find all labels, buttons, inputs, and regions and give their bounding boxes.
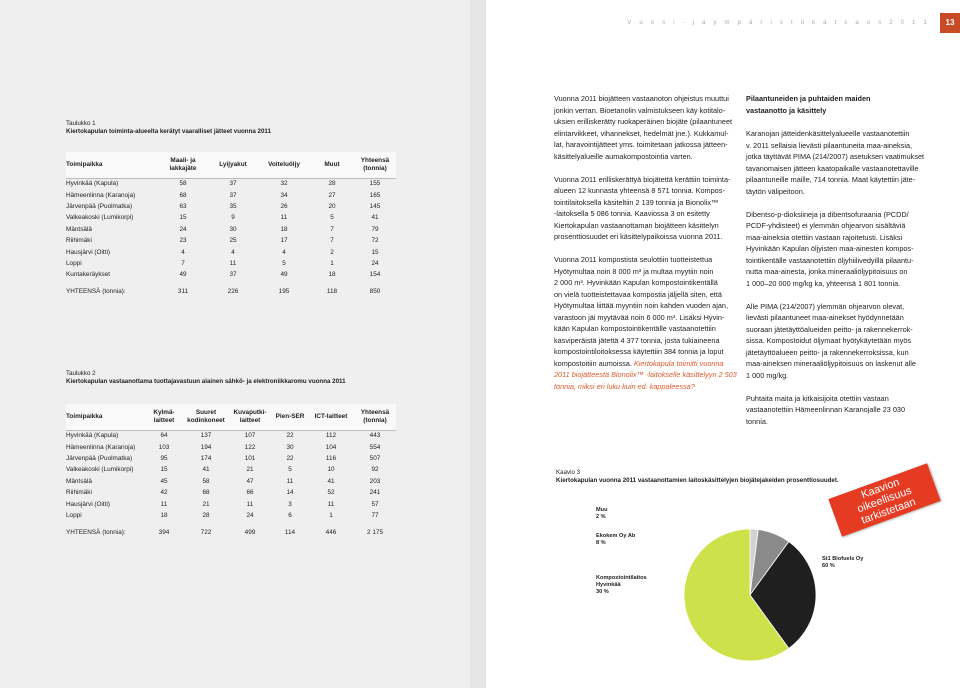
table-cell: 15 xyxy=(371,248,379,256)
table-cell: 165 xyxy=(369,191,381,199)
table-cell: 1 xyxy=(330,259,334,267)
table-cell: 24 xyxy=(246,511,254,519)
table-cell: 27 xyxy=(328,191,336,199)
table-cell: 4 xyxy=(181,248,185,256)
table-cell: 101 xyxy=(244,454,256,462)
total-cell: 446 xyxy=(325,528,337,536)
table-cell: 22 xyxy=(272,430,308,441)
col1-paragraph-1: Vuonna 2011 biojätteen vastaanoton ohjeistus muuttui jonkin verran. Bioetanolin valmistukseen käy kotitalo- uksien erilliskerätty ruokaperäinen biojäte (pilaantuneet elintarvikkeet, vihannekset, hedelmät jne.). Kukkamul- lat, haravointijätteet yms. toimitetaan jatkossa jätteen- käsittelyalueille aumakompostointia varten. xyxy=(554,94,733,161)
table-cell: 32 xyxy=(258,178,310,189)
table-cell: 49 xyxy=(179,271,187,279)
col1-paragraph-2: Vuonna 2011 erilliskerättyä biojätettä kerättiin toiminta- alueen 12 kunnasta yhteensä 8 571 tonnia. Kompos- tointilaitoksella käsiteltiin 2 139 tonnia ja Bionolix™ -laitoksella 5 086 tonnia. Kaaviossa 3 on esitetty Kiertokapulan vastaanottaman biojätteen käsittelyn prosenttiosuudet eri käsittelypaikoissa vuonna 2011. xyxy=(554,174,731,241)
table-cell: 4 xyxy=(231,248,235,256)
table-cell: 554 xyxy=(369,443,381,451)
col1-paragraph-3-text: Vuonna 2011 kompostista seulottiin tuotteistettua Hyötymultaa noin 8 000 m³ ja multaa myytiin noin 2 000 m³. Hyvinkään Kapulan kompostointikentällä on vielä tuotteistettavaa kompostia jäljellä siten, että Hyötymultaa liittää myyntiin noin kahden vuoden ajan, varastoon jäi myytävää noin 6 000 m³. Lisäksi Hyvin- kään Kapulan kompostointikentälle vastaanotettiin kasviperäistä jätettä 4 377 tonnia, josta tukiaineena kompostointiloitoksessa käytettiin 384 tonnia ja loput kompostoitiin aumoissa. xyxy=(554,255,729,368)
table-cell: 41 xyxy=(371,214,379,222)
column-header: Maali- ja lakkajäte xyxy=(169,157,197,172)
table-cell: 5 xyxy=(330,214,334,222)
table-cell: Loppi xyxy=(66,259,82,267)
table-row xyxy=(66,269,396,280)
table-header-row xyxy=(66,152,396,178)
table-cell: 18 xyxy=(328,271,336,279)
table-cell: 41 xyxy=(327,477,335,485)
table-cell: 17 xyxy=(280,237,288,245)
table-row xyxy=(66,476,396,487)
table-cell: 28 xyxy=(310,178,354,189)
column-header: Pien-SER xyxy=(275,412,305,420)
column-header: Muut xyxy=(324,160,340,168)
table-cell: 11 xyxy=(286,477,294,485)
table-cell: 443 xyxy=(354,430,396,441)
table-row xyxy=(66,201,396,212)
table-cell: 20 xyxy=(328,202,336,210)
table-cell: 30 xyxy=(229,225,237,233)
table-row xyxy=(66,246,396,257)
table-row xyxy=(66,441,396,452)
table-cell: 11 xyxy=(246,500,254,508)
table-row xyxy=(66,178,396,189)
table-cell: 26 xyxy=(280,202,288,210)
table-cell: 5 xyxy=(288,466,292,474)
table-cell: 145 xyxy=(369,202,381,210)
table-cell: 37 xyxy=(229,191,237,199)
table-cell: 241 xyxy=(369,489,381,497)
table-cell: Hämeenlinna (Karanoja) xyxy=(66,443,136,451)
table-cell: 6 xyxy=(288,511,292,519)
total-cell: 118 xyxy=(326,288,338,296)
table-cell: Riihimäki xyxy=(66,489,92,497)
table-row xyxy=(66,224,396,235)
table-cell: Valkeakoski (Lumikorpi) xyxy=(66,214,134,222)
table-total-row xyxy=(66,281,396,303)
table-cell: 5 xyxy=(282,259,286,267)
table-cell: 1 xyxy=(329,511,333,519)
table-cell: 41 xyxy=(202,466,210,474)
table-cell: 64 xyxy=(144,430,184,441)
table-cell: 72 xyxy=(371,237,379,245)
table-cell: 2 xyxy=(330,248,334,256)
table-cell: 22 xyxy=(286,454,294,462)
table-cell: 11 xyxy=(280,214,288,222)
running-header: V u o s i - j a y m p ä r i s t ö k a t s a u s 2 0 1 1 xyxy=(627,20,930,26)
table-cell: 507 xyxy=(369,454,381,462)
column-header: Voiteluöljy xyxy=(268,160,300,168)
col2-paragraph-4: Puhtaita maita ja kitkaisijoita otettiin vastaan vastaanotettiin Hämeenlinnan Karanojalle 23 030 tonnia. xyxy=(746,393,906,426)
column-header: Yhteensä (tonnia) xyxy=(360,409,390,424)
table-cell: 24 xyxy=(179,225,187,233)
table-cell: 47 xyxy=(246,477,254,485)
page-number: 13 xyxy=(940,13,960,33)
table-cell: 77 xyxy=(371,511,379,519)
table-cell: 57 xyxy=(371,500,379,508)
total-cell: 311 xyxy=(177,288,189,296)
table-row xyxy=(66,453,396,464)
table-cell: Kuntakeräykset xyxy=(66,271,111,279)
table1 xyxy=(66,152,396,303)
column-header: Toimipaikka xyxy=(66,412,103,420)
table-row xyxy=(66,212,396,223)
total-cell: 850 xyxy=(369,288,381,296)
table-cell: 45 xyxy=(160,477,168,485)
table-cell: Hausjärvi (Oitti) xyxy=(66,248,111,256)
table-row xyxy=(66,498,396,509)
column-header: Kylmä- laitteet xyxy=(153,409,175,424)
total-cell: 114 xyxy=(284,528,296,536)
table-cell: 58 xyxy=(158,178,208,189)
table-cell: 63 xyxy=(179,202,187,210)
table-header-row xyxy=(66,404,396,430)
table-cell: 103 xyxy=(158,443,170,451)
table-cell: 112 xyxy=(308,430,354,441)
table-cell: 18 xyxy=(280,225,288,233)
table2-title: Kiertokapulan vastaanottama tuottajavastuun alainen sähkö- ja elektroniikkaromu vuonna 2011 xyxy=(66,378,346,385)
column-header: Lyijyakut xyxy=(219,160,247,168)
table-cell: 174 xyxy=(200,454,212,462)
table-cell: 15 xyxy=(160,466,168,474)
slice-label-muu: Muu 2 % xyxy=(596,507,608,520)
table-cell: 58 xyxy=(202,477,210,485)
table-cell: Valkeakoski (Lumikorpi) xyxy=(66,466,134,474)
table-cell: 11 xyxy=(229,259,237,267)
table-cell: 28 xyxy=(202,511,210,519)
table-cell: 11 xyxy=(160,500,168,508)
editor-note-highlight: Kiertokapula toimitti vuonna 2011 biojätteestä Bionolix™ -laitokselle käsittelyyn 2 503 tonnia, miksi eri luku kuin ed. kappaleessa? xyxy=(554,358,737,391)
chart-title: Kiertokapulan vuonna 2011 vastaanottamien laitoskäsittelyjen biojätejakeiden prosenttiosuudet. xyxy=(556,477,839,484)
left-page xyxy=(0,0,470,688)
table1-label: Taulukko 1 xyxy=(66,120,96,127)
table-row xyxy=(66,487,396,498)
total-cell: 394 xyxy=(158,528,170,536)
table-cell: Hyvinkää (Kapula) xyxy=(66,178,158,189)
table-cell: 7 xyxy=(330,225,334,233)
col2-paragraph-3: Alle PIMA (214/2007) ylemmän ohjearvon olevat, lievästi pilaantuneet maa-ainekset hyödynnetään suoraan jätetäyttöalueiden peitto- ja rakennekerrok- sissa. Kompostoidut öljymaat hyötykäytetään myös jätetäyttöalueen peitto- ja rakennekerroksissa, kun maa-aineksen mineraaliöljypitoisuus on laskenut alle 1 000 mg/kg. xyxy=(746,301,916,380)
table-cell: 21 xyxy=(246,466,254,474)
slice-label-kompostointi: Kompostointilaitos Hyvinkää 30 % xyxy=(596,575,647,595)
table-cell: 9 xyxy=(231,214,235,222)
table-total-row xyxy=(66,521,396,543)
table-cell: 154 xyxy=(369,271,381,279)
table-cell: Riihimäki xyxy=(66,237,92,245)
chart-label: Kaavio 3 xyxy=(556,469,581,476)
text-column-1 xyxy=(554,93,740,404)
table-cell: 95 xyxy=(160,454,168,462)
table-row xyxy=(66,510,396,521)
column-header: Toimipaikka xyxy=(66,160,103,168)
table2-caption xyxy=(66,370,346,386)
table-cell: 137 xyxy=(184,430,228,441)
column-header: Yhteensä (tonnia) xyxy=(360,157,390,172)
table-cell: Mäntsälä xyxy=(66,477,92,485)
table-cell: 68 xyxy=(179,191,187,199)
table-cell: 24 xyxy=(371,259,379,267)
table-cell: 4 xyxy=(282,248,286,256)
table-cell: 37 xyxy=(208,178,258,189)
table-cell: 116 xyxy=(325,454,337,462)
table-cell: 194 xyxy=(200,443,212,451)
table-cell: Järvenpää (Puolmatka) xyxy=(66,202,133,210)
table-cell: 35 xyxy=(229,202,237,210)
table-cell: Mäntsälä xyxy=(66,225,92,233)
column-header: Kuvaputki- laitteet xyxy=(233,409,267,424)
table-cell: 79 xyxy=(371,225,379,233)
table-cell: 11 xyxy=(327,500,335,508)
table-cell: 52 xyxy=(327,489,335,497)
table-cell: Järvenpää (Puolmatka) xyxy=(66,454,133,462)
table-cell: Hämeenlinna (Karanoja) xyxy=(66,191,136,199)
col2-paragraph-1: Karanojan jätteidenkäsittelyalueelle vastaanotettiin v. 2011 sellaisia lievästi pilaantuneita maa-aineksia, jotka täyttävät PIMA (214/2007) asetuksen vaatimukset tavanomaisen jätteen kaatopaikalle vastaanotettaville pilaantuneille maille, 714 tonnia. Maat käytettiin jäte- täytön välipeitoon. xyxy=(746,129,925,196)
table-cell: 7 xyxy=(330,237,334,245)
table-cell: 15 xyxy=(179,214,187,222)
total-cell: 499 xyxy=(244,528,256,536)
table2 xyxy=(66,404,396,543)
total-cell: YHTEENSÄ (tonnia): xyxy=(66,288,126,296)
table-cell: 49 xyxy=(280,271,288,279)
table-row xyxy=(66,235,396,246)
table-cell: Loppi xyxy=(66,511,82,519)
table-cell: 3 xyxy=(288,500,292,508)
table-cell: 30 xyxy=(286,443,294,451)
table-cell: 122 xyxy=(244,443,256,451)
total-cell: 226 xyxy=(227,288,239,296)
review-stamp: Kaavion oikeellisuus tarkistetaan xyxy=(828,463,940,536)
table-cell: 203 xyxy=(369,477,381,485)
table-row xyxy=(66,430,396,441)
table-cell: 66 xyxy=(246,489,254,497)
table-row xyxy=(66,189,396,200)
column-header: ICT-laitteet xyxy=(314,412,348,420)
slice-label-st1: St1 Biofuels Oy 60 % xyxy=(822,556,864,569)
col2-paragraph-2: Dibentso-p-dioksiineja ja dibentsofuraania (PCDD/ PCDF-yhdisteet) ei ylemmän ohjearvon sisältäviä maa-aineksia otettiin vastaan rajoitetusti. Lisäksi Hyvinkään Kapulan öljyisten maa-ainesten kompos- tointikentälle vastaanotettiin öljyhiilivedyillä pilaantu- nutta maa-ainesta, jonka mineraaliöljypitoisuus on 1 000–20 000 mg/kg ka, yhteensä 1 801 tonnia. xyxy=(746,209,914,288)
table-cell: 42 xyxy=(160,489,168,497)
table-cell: 25 xyxy=(229,237,237,245)
text-column-2 xyxy=(746,93,954,439)
table-cell: 18 xyxy=(160,511,168,519)
col1-paragraph-3 xyxy=(554,254,740,392)
table-cell: 155 xyxy=(354,178,396,189)
table-cell: 68 xyxy=(202,489,210,497)
total-cell: YHTEENSÄ (tonnia): xyxy=(66,528,126,536)
table-cell: 10 xyxy=(327,466,335,474)
table-cell: 23 xyxy=(179,237,187,245)
table1-caption xyxy=(66,120,271,136)
table2-label: Taulukko 2 xyxy=(66,370,96,377)
col2-heading: Pilaantuneiden ja puhtaiden maiden vastaanotto ja käsittely xyxy=(746,94,871,115)
table-cell: 37 xyxy=(229,271,237,279)
table-row xyxy=(66,464,396,475)
table1-title: Kiertokapulan toiminta-alueelta kerätyt vaaralliset jätteet vuonna 2011 xyxy=(66,128,271,135)
table-cell: 34 xyxy=(280,191,288,199)
table-cell: 21 xyxy=(202,500,210,508)
table-cell: 92 xyxy=(371,466,379,474)
column-header: Suuret kodinkoneet xyxy=(187,409,225,424)
total-cell: 195 xyxy=(278,288,290,296)
table-cell: Hyvinkää (Kapula) xyxy=(66,430,144,441)
table-cell: 14 xyxy=(286,489,294,497)
total-cell: 2 175 xyxy=(367,528,383,536)
table-row xyxy=(66,258,396,269)
table-cell: 104 xyxy=(325,443,337,451)
total-cell: 722 xyxy=(200,528,212,536)
table-cell: 7 xyxy=(181,259,185,267)
table-cell: Hausjärvi (Oitti) xyxy=(66,500,111,508)
table-cell: 107 xyxy=(228,430,272,441)
slice-label-ekokem: Ekokem Oy Ab 8 % xyxy=(596,533,636,546)
